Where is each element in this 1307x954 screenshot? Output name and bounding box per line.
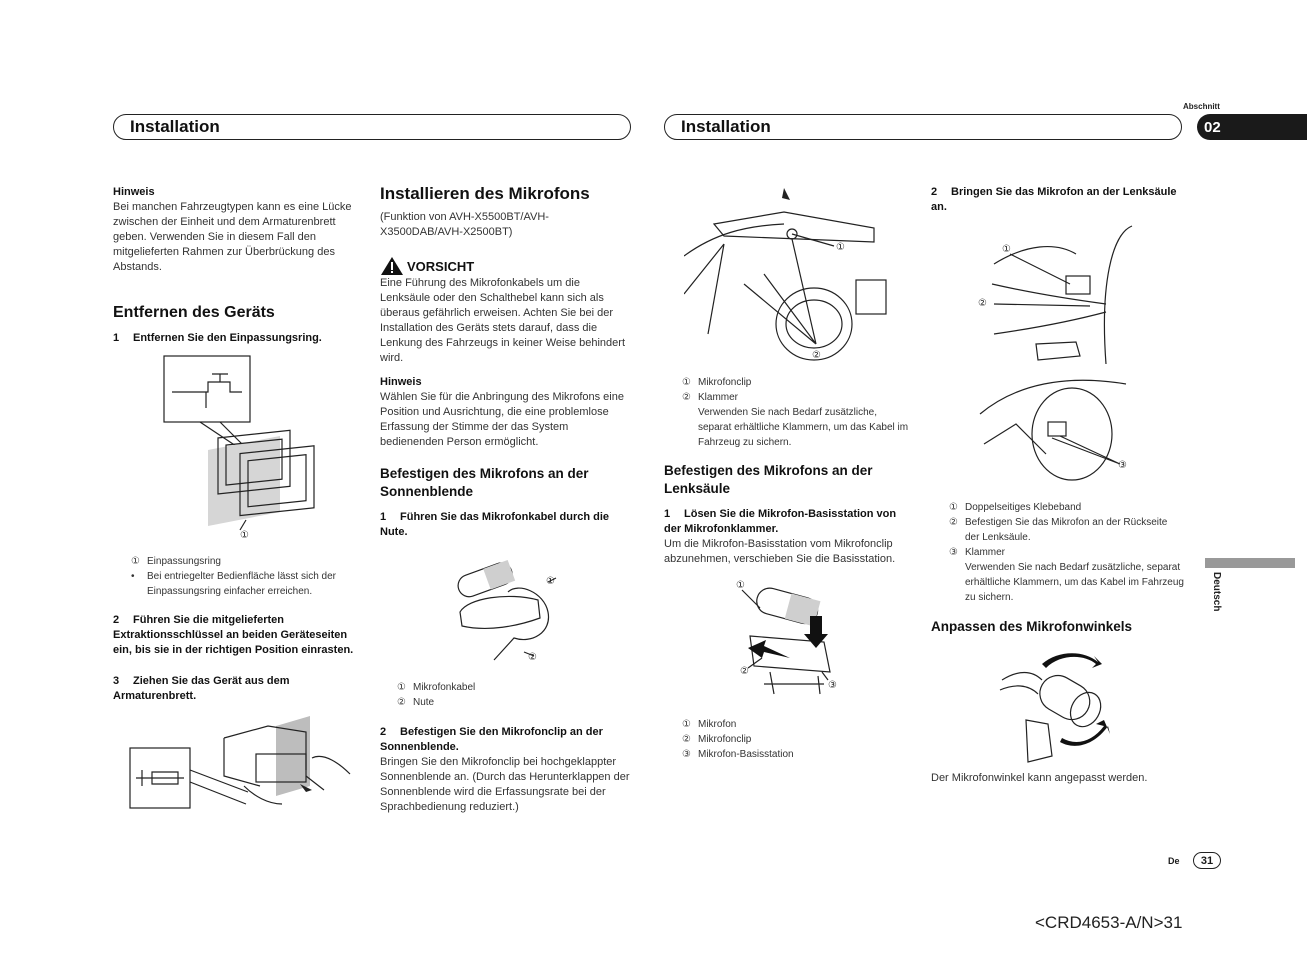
fig-callout-1: ① bbox=[736, 580, 745, 591]
clip-body bbox=[460, 596, 540, 628]
warning-icon bbox=[380, 256, 404, 276]
detail-pointer bbox=[190, 770, 248, 804]
pull-out-figure bbox=[128, 712, 356, 812]
abschnitt-label: Abschnitt bbox=[1183, 102, 1220, 111]
microphone-body bbox=[1033, 669, 1096, 726]
steering-step-1 bbox=[664, 507, 916, 537]
section-number: 02 bbox=[1204, 118, 1221, 136]
clip-base bbox=[1026, 720, 1052, 762]
function-note: (Funktion von AVH-X5500BT/AVH-X3500DAB/AVH-X2500BT) bbox=[380, 211, 549, 238]
mic-on-wheel bbox=[1048, 422, 1066, 436]
legend-item-2: Bei entriegelter Bedienfläche lässt sich der Einpassungsring einfacher erreichen. bbox=[147, 571, 336, 597]
extraction-key bbox=[136, 770, 184, 786]
steering-step-2 bbox=[931, 185, 1183, 215]
legend-item-2-sub: Verwenden Sie nach Bedarf zusätzliche, separat erhältliche Klammern, um das Kabel im Fahrzeug zu sichern. bbox=[698, 407, 909, 448]
fig-callout-3: ③ bbox=[828, 680, 837, 691]
windshield-frame bbox=[684, 224, 784, 334]
legend-marker-2: ② bbox=[397, 697, 406, 708]
hinweis-text-2: Wählen Sie für die Anbringung des Mikrofons eine Position und Ausrichtung, die eine problemlose Erfassung der Stimme der das System bedienenden Person ermöglicht. bbox=[380, 391, 624, 448]
column-2 bbox=[380, 184, 630, 540]
angle-text: Der Mikrofonwinkel kann angepasst werden. bbox=[931, 772, 1148, 784]
fig-callout-2: ② bbox=[528, 652, 537, 663]
mic-install-title: Installieren des Mikrofons bbox=[380, 184, 590, 203]
legend-marker-2: ② bbox=[682, 392, 691, 403]
remove-legend bbox=[131, 554, 366, 599]
step-text: Führen Sie die mitgelieferten Extraktionsschlüssel an beiden Geräteseiten ein, bis sie in der richtigen Position einrasten. bbox=[113, 614, 354, 656]
hinweis-title-2: Hinweis bbox=[380, 376, 422, 388]
mic-angle-figure bbox=[998, 650, 1122, 764]
legend-item-3: Mikrofon-Basisstation bbox=[698, 749, 794, 760]
column-1 bbox=[113, 185, 365, 346]
steering-column-figure bbox=[976, 224, 1136, 490]
cable-groove-figure bbox=[448, 552, 564, 664]
legend-item-2: Mikrofonclip bbox=[698, 734, 752, 745]
step-number: 2 bbox=[113, 614, 120, 626]
page-number-badge bbox=[1193, 852, 1221, 869]
legend-item-1: Doppelseitiges Klebeband bbox=[965, 502, 1082, 513]
mic-cable bbox=[1000, 673, 1042, 695]
caution-text: Eine Führung des Mikrofonkabels um die Lenksäule oder den Schalthebel kann sich als überaus gefährlich erweisen. Achten Sie bei der Installation des Geräts stets darauf, dass die Lenkung des Fahrzeugs in keiner Weise behindert wird. bbox=[380, 277, 626, 364]
base-station-figure bbox=[734, 576, 846, 696]
caution-title: VORSICHT bbox=[407, 258, 475, 274]
sun-visor bbox=[714, 212, 874, 242]
legend-item-2: Klammer bbox=[698, 392, 739, 403]
legend-item-3-sub: Verwenden Sie nach Bedarf zusätzliche, separat erhältliche Klammern, um das Kabel im Fahrzeug zu sichern. bbox=[965, 562, 1184, 603]
step-text: Entfernen Sie den Einpassungsring. bbox=[133, 332, 322, 344]
step-text: Bringen Sie das Mikrofon an der Lenksäule an. bbox=[931, 186, 1177, 213]
remove-step-3 bbox=[113, 674, 365, 704]
inset-detail-lines bbox=[172, 374, 242, 408]
step-number: 3 bbox=[113, 675, 120, 687]
sunvisor-step-2-block bbox=[380, 725, 630, 815]
section-title-left: Installation bbox=[130, 117, 220, 136]
callout-line bbox=[240, 520, 246, 530]
head-unit bbox=[856, 280, 886, 314]
sunvisor-clip-legend bbox=[682, 375, 912, 450]
legend-item-1: Einpassungsring bbox=[147, 556, 221, 567]
language-tab-marker bbox=[1205, 558, 1295, 568]
mic-on-column bbox=[1066, 276, 1090, 294]
sunvisor-step-2 bbox=[380, 725, 630, 755]
section-number-tab bbox=[1197, 114, 1307, 140]
legend-marker-1: ① bbox=[949, 502, 958, 513]
legend-item-1: Mikrofonclip bbox=[698, 377, 752, 388]
legend-marker-2: ② bbox=[682, 734, 691, 745]
angle-section bbox=[931, 618, 1183, 636]
step-number: 2 bbox=[931, 186, 938, 198]
rotate-arrow-bottom bbox=[1060, 720, 1110, 746]
fig-callout-1: ① bbox=[1002, 244, 1011, 255]
step-text: Führen Sie das Mikrofonkabel durch die Nute. bbox=[380, 511, 610, 538]
rotate-arrow-top bbox=[1042, 653, 1102, 668]
legend-marker-1: ① bbox=[131, 556, 140, 567]
step-number: 2 bbox=[380, 726, 387, 738]
sunvisor-step-1 bbox=[380, 510, 630, 540]
step-text: Ziehen Sie das Gerät aus dem Armaturenbrett. bbox=[113, 675, 290, 702]
angle-title: Anpassen des Mikrofonwinkels bbox=[931, 619, 1133, 634]
legend-marker-1: ① bbox=[682, 719, 691, 730]
step-number: 1 bbox=[664, 508, 671, 520]
base-station bbox=[764, 672, 824, 694]
fig-callout-1: ① bbox=[836, 242, 845, 253]
step-number: 1 bbox=[113, 332, 120, 344]
steering-wheel bbox=[1032, 388, 1112, 480]
legend-marker-3: ③ bbox=[949, 547, 958, 558]
detail-inset bbox=[164, 356, 250, 422]
legend-item-3: Klammer bbox=[965, 547, 1006, 558]
fig-callout-1: ① bbox=[546, 576, 555, 587]
sunvisor-title: Befestigen des Mikrofons an der Sonnenblende bbox=[380, 466, 589, 499]
trim-ring-figure bbox=[160, 352, 330, 544]
hinweis-text: Bei manchen Fahrzeugtypen kann es eine Lücke zwischen der Einheit und dem Armaturenbrett geben. Verwenden Sie in diesem Fall den mitgelieferten Rahmen zur Überbrückung des Abstands. bbox=[113, 201, 352, 273]
mic-shading bbox=[483, 560, 515, 590]
legend-item-2: Nute bbox=[413, 697, 435, 708]
legend-marker-1: ① bbox=[682, 377, 691, 388]
remove-step-1 bbox=[113, 331, 365, 346]
sunvisor-legend bbox=[397, 680, 597, 710]
base-station-legend bbox=[682, 717, 882, 762]
remove-unit-title: Entfernen des Geräts bbox=[113, 304, 275, 321]
step-text: Lösen Sie die Mikrofon-Basisstation von der Mikrofonklammer. bbox=[664, 508, 897, 535]
step-number: 1 bbox=[380, 511, 387, 523]
dash-lines-bottom bbox=[980, 380, 1126, 454]
section-header-right bbox=[664, 114, 1182, 140]
down-arrow bbox=[782, 188, 790, 200]
fig-callout-2: ② bbox=[740, 666, 749, 677]
legend-marker-3: ③ bbox=[682, 749, 691, 760]
remove-step-2 bbox=[113, 613, 365, 658]
section-header-left bbox=[113, 114, 631, 140]
section-title-right: Installation bbox=[681, 117, 771, 136]
page-number: 31 bbox=[1200, 854, 1214, 867]
fig-callout-3: ③ bbox=[1118, 460, 1127, 471]
slide-arrow bbox=[748, 640, 790, 658]
remove-steps-2-3 bbox=[113, 613, 365, 704]
sunvisor-step-2-text: Bringen Sie den Mikrofonclip bei hochgeklappter Sonnenblende an. (Durch das Herunterklappen der Sonnenblende wird die Erfassungsrate bei der Sprachbedienung reduziert.) bbox=[380, 756, 630, 813]
top-callout-lines bbox=[994, 254, 1090, 306]
steering-title: Befestigen des Mikrofons an der Lenksäule bbox=[664, 463, 873, 496]
steering-column-legend bbox=[949, 500, 1184, 605]
lang-code: De bbox=[1168, 856, 1180, 866]
legend-marker-1: ① bbox=[397, 682, 406, 693]
language-label: Deutsch bbox=[1211, 572, 1222, 612]
steering-rim-top bbox=[1104, 226, 1132, 364]
fig-callout-2: ② bbox=[812, 350, 821, 361]
legend-marker-2: ② bbox=[949, 517, 958, 528]
document-code: <CRD4653-A/N>31 bbox=[1035, 913, 1183, 932]
legend-item-2: Befestigen Sie das Mikrofon an der Rückseite der Lenksäule. bbox=[965, 517, 1168, 543]
fig-callout-2: ② bbox=[978, 298, 987, 309]
hinweis-title: Hinweis bbox=[113, 186, 155, 198]
caution-heading bbox=[380, 256, 630, 276]
steering-section bbox=[664, 462, 916, 567]
column-4 bbox=[931, 185, 1183, 215]
fig-callout-1: ① bbox=[240, 530, 249, 541]
dash-lines-top bbox=[992, 247, 1106, 334]
sunvisor-clip-figure bbox=[684, 184, 888, 364]
legend-item-1: Mikrofonkabel bbox=[413, 682, 476, 693]
column-cover bbox=[1036, 342, 1080, 360]
legend-item-1: Mikrofon bbox=[698, 719, 737, 730]
steering-step-1-text: Um die Mikrofon-Basisstation vom Mikrofonclip abzunehmen, verschieben Sie die Basisstation. bbox=[664, 538, 896, 565]
mic-head bbox=[1064, 687, 1106, 732]
step-text: Befestigen Sie den Mikrofonclip an der Sonnenblende. bbox=[380, 726, 603, 753]
legend-bullet: • bbox=[131, 571, 135, 582]
